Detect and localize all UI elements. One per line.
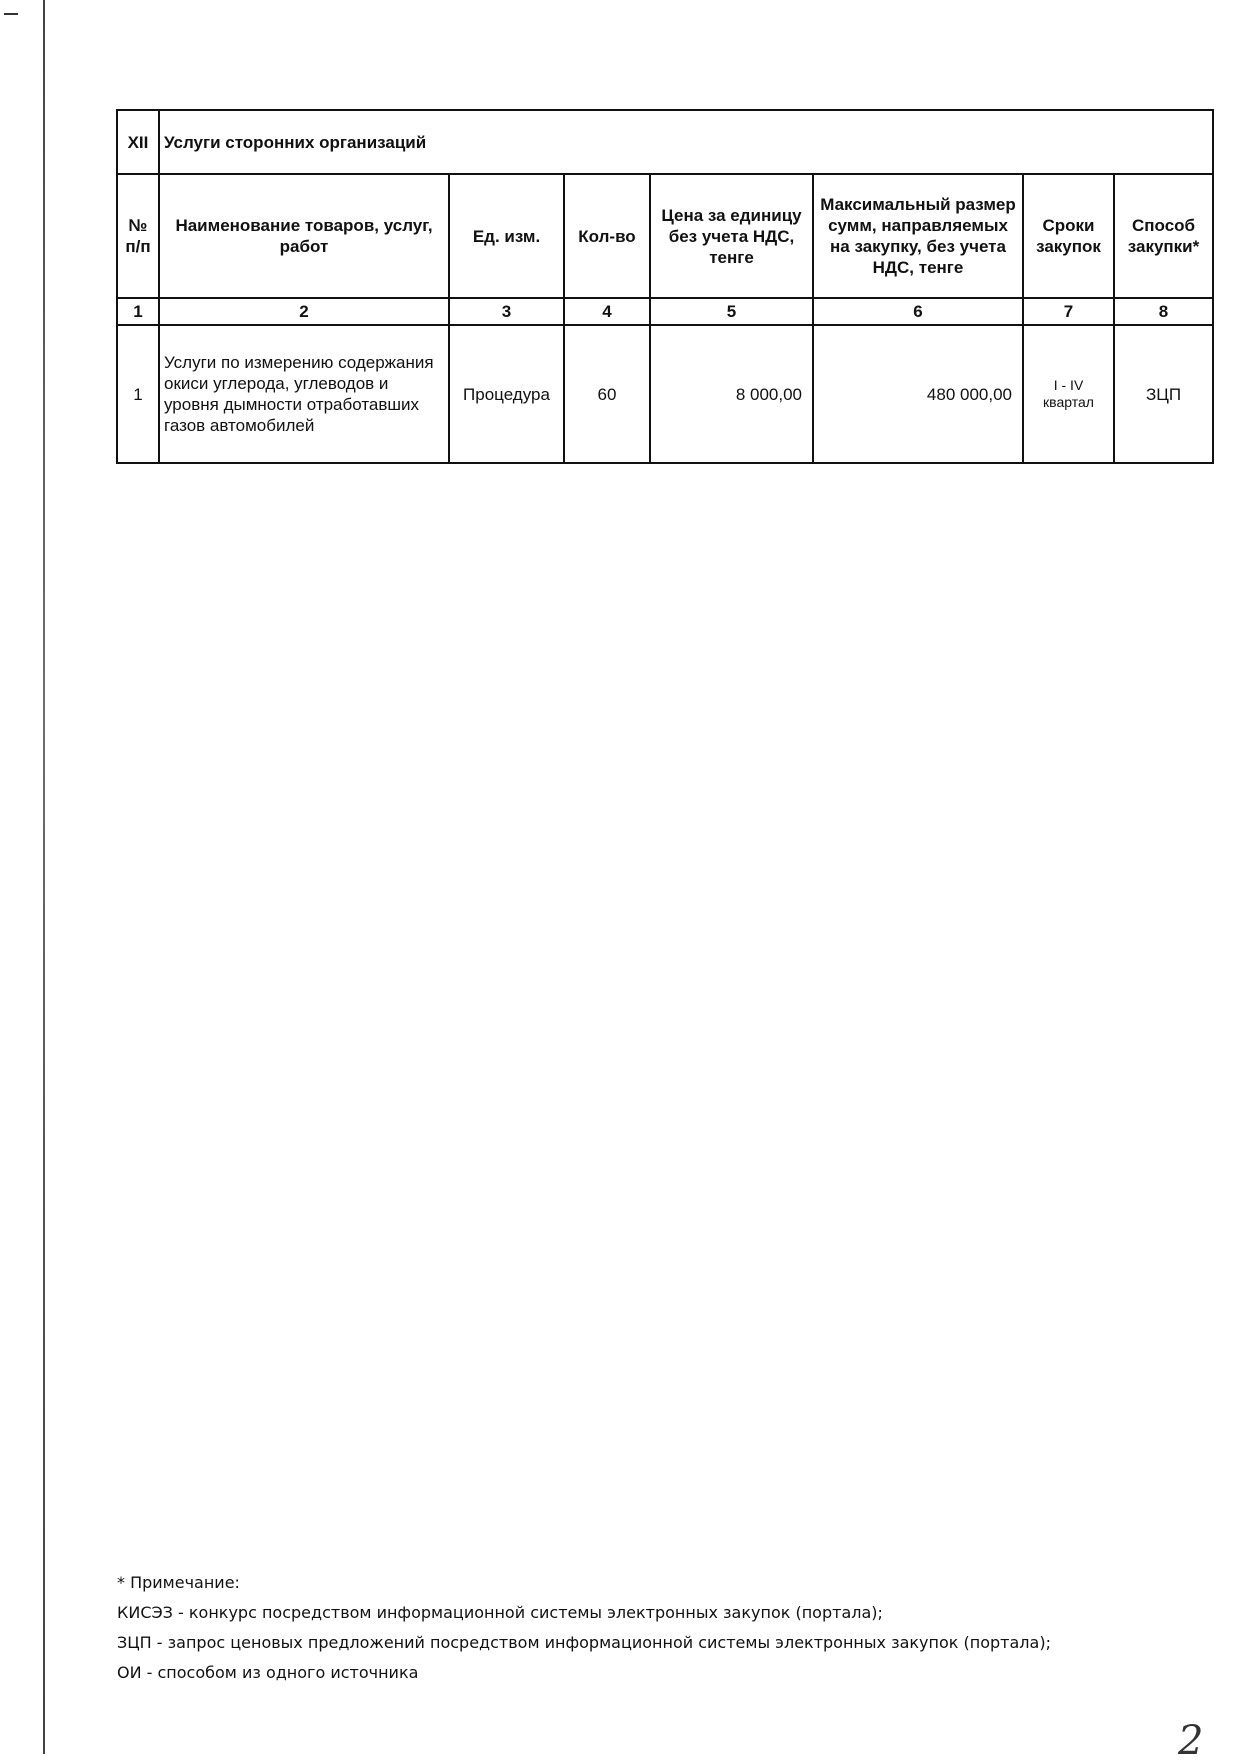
header-period: Сроки закупок <box>1023 174 1114 298</box>
row-method: ЗЦП <box>1114 325 1213 463</box>
footnote <box>117 1568 1197 1688</box>
row-qty: 60 <box>564 325 650 463</box>
header-qty: Кол-во <box>564 174 650 298</box>
header-max-sum: Максимальный размер сумм, направляемых на закупку, без учета НДС, тенге <box>813 174 1023 298</box>
header-num: № п/п <box>117 174 159 298</box>
table-row <box>117 325 1213 463</box>
column-number: 5 <box>650 298 813 325</box>
row-num: 1 <box>117 325 159 463</box>
page-number: 2 <box>1178 1718 1204 1764</box>
footnote-title: * Примечание: <box>117 1573 240 1592</box>
scan-edge-line <box>43 0 45 1754</box>
row-max-sum: 480 000,00 <box>813 325 1023 463</box>
header-name: Наименование товаров, услуг, работ <box>159 174 449 298</box>
column-number: 6 <box>813 298 1023 325</box>
column-number: 4 <box>564 298 650 325</box>
row-unit: Процедура <box>449 325 564 463</box>
column-number: 3 <box>449 298 564 325</box>
row-price: 8 000,00 <box>650 325 813 463</box>
procurement-table <box>116 109 1214 464</box>
header-row <box>117 174 1213 298</box>
column-number: 7 <box>1023 298 1114 325</box>
column-number: 8 <box>1114 298 1213 325</box>
column-number-row <box>117 298 1213 325</box>
header-price: Цена за единицу без учета НДС, тенге <box>650 174 813 298</box>
scan-mark <box>4 13 18 15</box>
footnote-line: ОИ - способом из одного источника <box>117 1663 419 1682</box>
row-period: I - IV квартал <box>1023 325 1114 463</box>
section-row <box>117 110 1213 174</box>
footnote-line: ЗЦП - запрос ценовых предложений посредством информационной системы электронных закупок (портала); <box>117 1633 1051 1652</box>
row-name: Услуги по измерению содержания окиси углерода, углеводов и уровня дымности отработавших газов автомобилей <box>159 325 449 463</box>
header-unit: Ед. изм. <box>449 174 564 298</box>
section-title: Услуги сторонних организаций <box>159 110 1213 174</box>
footnote-line: КИСЭЗ - конкурс посредством информационной системы электронных закупок (портала); <box>117 1603 883 1622</box>
column-number: 1 <box>117 298 159 325</box>
section-number: XII <box>117 110 159 174</box>
column-number: 2 <box>159 298 449 325</box>
header-method: Способ закупки* <box>1114 174 1213 298</box>
